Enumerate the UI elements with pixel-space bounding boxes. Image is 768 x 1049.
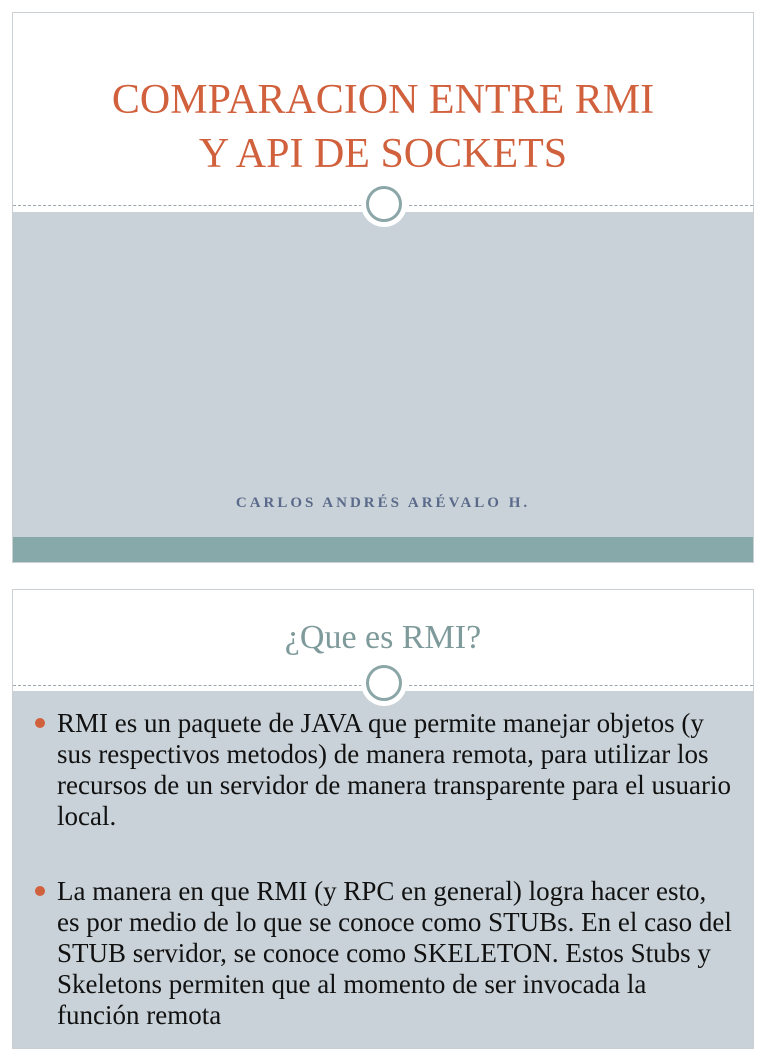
bullet-icon	[35, 886, 45, 896]
presentation-title-line1: COMPARACION ENTRE RMI	[111, 77, 655, 123]
presentation-title-line2: Y API DE SOCKETS	[198, 131, 568, 177]
list-item	[13, 876, 753, 1031]
circle-ornament-icon	[366, 665, 402, 701]
slide-title: ¿Que es RMI?	[284, 619, 482, 656]
bullet-text: RMI es un paquete de JAVA que permite manejar objetos (y sus respectivos metodos) de manera remota, para utilizar los recursos de un servidor de manera transparente para el usuario local.	[57, 708, 731, 831]
bullet-text: La manera en que RMI (y RPC en general) logra hacer esto, es por medio de lo que se conoce como STUBs. En el caso del STUB servidor, se conoce como SKELETON. Estos Stubs y Skeletons permiten que al momento de ser invocada la función remota	[57, 876, 732, 1030]
content-slide	[12, 589, 754, 1049]
title-slide-header	[13, 13, 753, 205]
author-name: CARLOS ANDRÉS ARÉVALO H.	[235, 495, 531, 511]
list-item	[13, 708, 753, 832]
title-slide	[12, 12, 754, 563]
bullet-list	[13, 708, 753, 1049]
footer-band	[13, 537, 753, 563]
presentation-title	[13, 73, 753, 181]
title-slide-body	[13, 212, 753, 537]
bullet-icon	[35, 718, 45, 728]
circle-ornament-icon	[366, 186, 402, 222]
